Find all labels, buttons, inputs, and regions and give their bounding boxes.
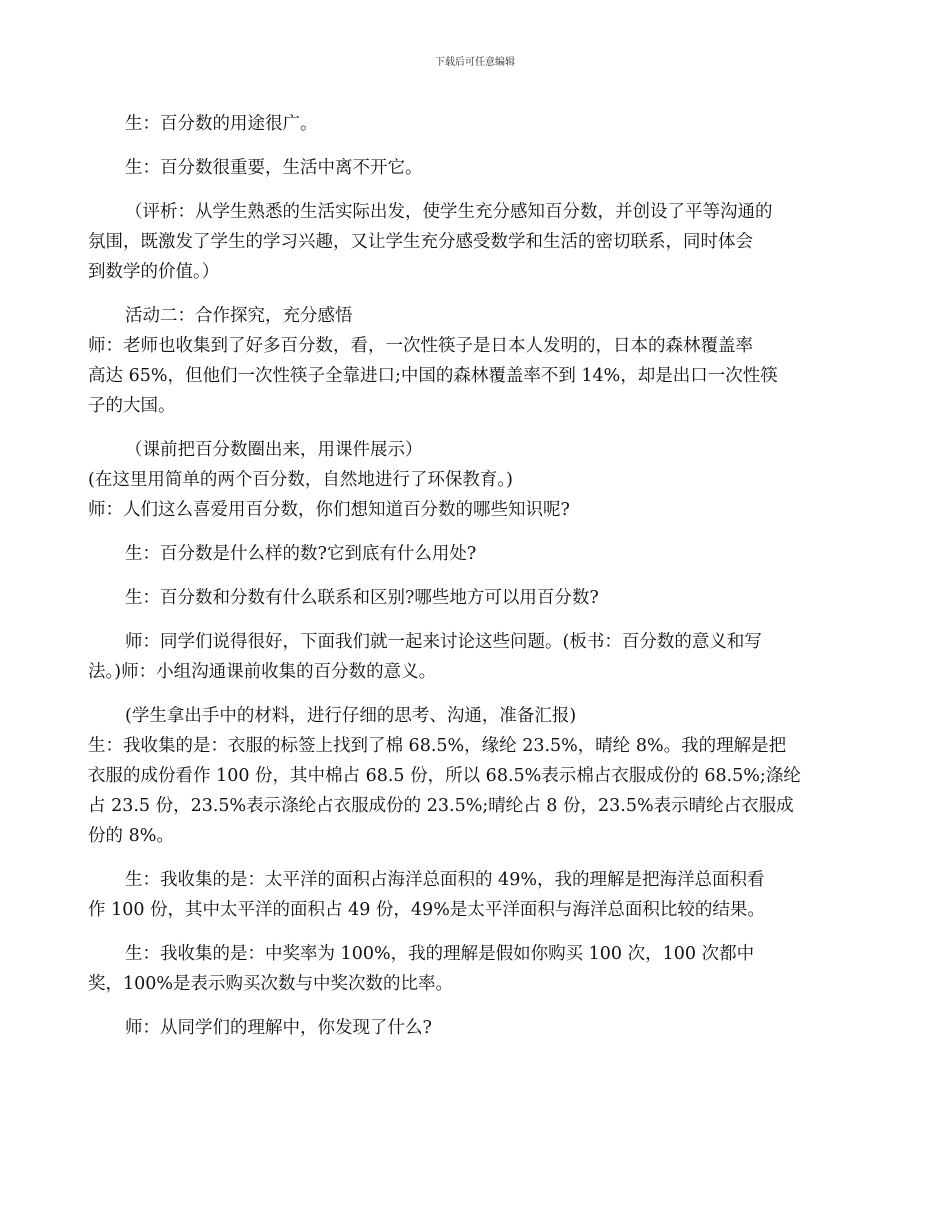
text-line: 法。)师：小组沟通课前收集的百分数的意义。 — [88, 662, 437, 682]
text-line: 生：我收集的是：衣服的标签上找到了棉 68.5%，缘纶 23.5%，晴纶 8%。我的理解是把 — [88, 736, 787, 756]
text-line: 份的 8%。 — [88, 826, 174, 846]
paragraph — [88, 153, 868, 183]
text-line: 作 100 份，其中太平洋的面积占 49 份，49%是太平洋面积与海洋总面积比较的结果。 — [88, 900, 765, 920]
paragraph — [88, 865, 868, 925]
text-line: 师：同学们说得很好，下面我们就一起来讨论这些问题。(板书：百分数的意义和写 — [125, 632, 762, 652]
text-line: 师：老师也收集到了好多百分数，看，一次性筷子是日本人发明的，日本的森林覆盖率 — [88, 336, 753, 356]
paragraph — [88, 109, 868, 139]
text-line: （评析：从学生熟悉的生活实际出发，使学生充分感知百分数，并创设了平等沟通的 — [125, 202, 773, 222]
text-line: 活动二：合作探究，充分感悟 — [125, 306, 353, 326]
text-line: 高达 65%，但他们一次性筷子全靠进口;中国的森林覆盖率不到 14%，却是出口一次性筷 — [88, 366, 778, 386]
paragraph — [88, 731, 868, 851]
text-line: 奖，100%是表示购买次数与中奖次数的比率。 — [88, 974, 454, 994]
text-line: 到数学的价值。） — [88, 262, 220, 282]
text-line: 师：人们这么喜爱用百分数，你们想知道百分数的哪些知识呢? — [88, 500, 570, 520]
paragraph — [88, 197, 868, 287]
text-line: 师：从同学们的理解中，你发现了什么? — [125, 1018, 432, 1038]
paragraph — [88, 465, 868, 495]
paragraph — [88, 939, 868, 999]
text-line: （课前把百分数圈出来，用课件展示） — [125, 440, 423, 460]
text-line: 氛围，既激发了学生的学习兴趣，又让学生充分感受数学和生活的密切联系，同时体会 — [88, 232, 753, 252]
text-line: 生：我收集的是：中奖率为 100%，我的理解是假如你购买 100 次，100 次都中 — [125, 944, 755, 964]
paragraph — [88, 435, 868, 465]
text-line: 生：我收集的是：太平洋的面积占海洋总面积的 49%，我的理解是把海洋总面积看 — [125, 870, 765, 890]
text-line: 生：百分数的用途很广。 — [125, 114, 318, 134]
paragraph — [88, 331, 868, 421]
paragraph — [88, 301, 868, 331]
text-line: 生：百分数是什么样的数?它到底有什么用处? — [125, 544, 477, 564]
text-line: 生：百分数很重要，生活中离不开它。 — [125, 158, 423, 178]
text-line: 子的大国。 — [88, 396, 176, 416]
text-line: 占 23.5 份，23.5%表示涤纶占衣服成份的 23.5%;晴纶占 8 份，23.5%表示晴纶占衣服成 — [88, 796, 794, 816]
text-line: 生：百分数和分数有什么联系和区别?哪些地方可以用百分数? — [125, 588, 599, 608]
document-body — [88, 109, 868, 1043]
paragraph — [88, 701, 868, 731]
text-line: (学生拿出手中的材料，进行仔细的思考、沟通，准备汇报) — [125, 706, 577, 726]
paragraph — [88, 539, 868, 569]
paragraph — [88, 627, 868, 687]
paragraph — [88, 495, 868, 525]
paragraph — [88, 583, 868, 613]
text-line: 衣服的成份看作 100 份，其中棉占 68.5 份，所以 68.5%表示棉占衣服成份的 68.5%;涤纶 — [88, 766, 801, 786]
text-line: (在这里用简单的两个百分数，自然地进行了环保教育。) — [88, 470, 513, 490]
page-header: 下载后可任意编辑 — [435, 57, 515, 68]
paragraph — [88, 1013, 868, 1043]
